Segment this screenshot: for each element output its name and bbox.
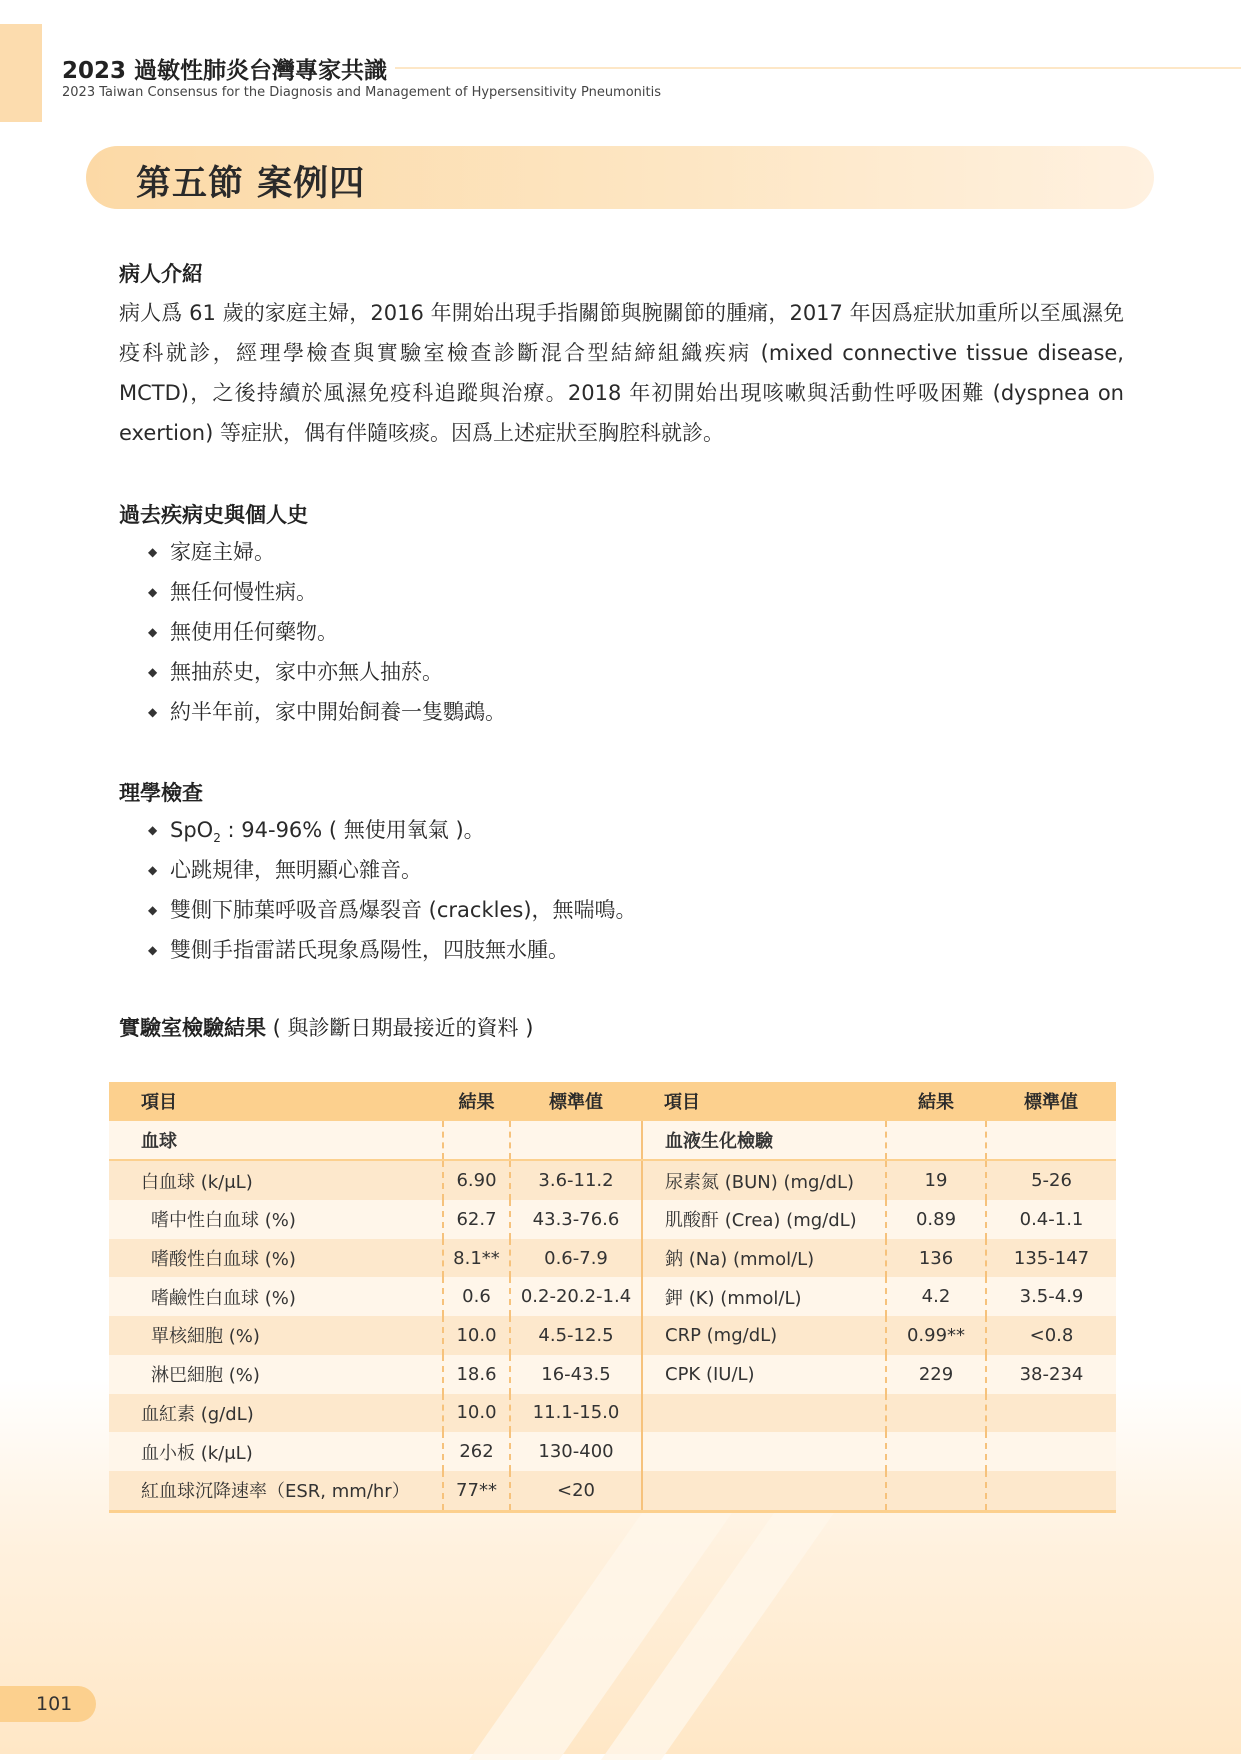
table-row: 血紅素 (g/dL) 10.0 11.1-15.0 xyxy=(109,1394,1116,1433)
page-number-badge xyxy=(0,1686,96,1722)
list-item: ◆ SpO$_2$ : 94-96% ( 無使用氧氣 )。 xyxy=(148,810,637,850)
column-header: 結果 xyxy=(443,1082,510,1121)
diamond-bullet-icon: ◆ xyxy=(148,705,158,719)
diamond-bullet-icon: ◆ xyxy=(148,823,158,837)
column-header: 項目 xyxy=(642,1082,886,1121)
table-row: 嗜鹼性白血球 (%) 0.6 0.2-20.2-1.4 鉀 (K) (mmol/L) 4.2 3.5-4.9 xyxy=(109,1277,1116,1316)
table-group-row xyxy=(109,1121,1116,1161)
group-label: 血球 xyxy=(109,1121,443,1161)
history-heading: 過去疾病史與個人史 xyxy=(119,503,308,527)
column-header: 結果 xyxy=(886,1082,986,1121)
column-header: 標準值 xyxy=(986,1082,1116,1121)
list-item: ◆ 家庭主婦。 xyxy=(148,532,506,572)
header-subtitle: 2023 Taiwan Consensus for the Diagnosis and Management of Hypersensitivity Pneumonitis xyxy=(62,85,662,100)
diamond-bullet-icon: ◆ xyxy=(148,585,158,599)
intro-paragraph: 病人爲 61 歲的家庭主婦，2016 年開始出現手指關節與腕關節的腫痛，2017 年因爲症狀加重所以至風濕免疫科就診，經理學檢查與實驗室檢查診斷混合型結締組織疾病 (mixed connective tissue disease, MCTD)，之後持續於風濕免疫科追蹤與治療。2018 年初開始出現咳嗽與活動性呼吸困難 (dyspnea on exertion) 等症狀，偶有伴隨咳痰。因爲上述症狀至胸腔科就診。 xyxy=(119,301,1124,445)
list-item: ◆ 無任何慢性病。 xyxy=(148,572,506,612)
exam-list xyxy=(148,810,637,970)
list-item: ◆ 無使用任何藥物。 xyxy=(148,612,506,652)
table-row: 嗜酸性白血球 (%) 8.1** 0.6-7.9 鈉 (Na) (mmol/L) 136 135-147 xyxy=(109,1239,1116,1278)
list-item: ◆ 約半年前，家中開始飼養一隻鸚鵡。 xyxy=(148,692,506,732)
lab-results-table xyxy=(109,1082,1116,1513)
header-divider xyxy=(395,67,1241,69)
diamond-bullet-icon: ◆ xyxy=(148,863,158,877)
table-row: 淋巴細胞 (%) 18.6 16-43.5 CPK (IU/L) 229 38-234 xyxy=(109,1355,1116,1394)
table-header-row xyxy=(109,1082,1116,1121)
section-title: 第五節 案例四 xyxy=(136,164,366,204)
diamond-bullet-icon: ◆ xyxy=(148,545,158,559)
list-item: ◆ 無抽菸史，家中亦無人抽菸。 xyxy=(148,652,506,692)
page-number: 101 xyxy=(36,1693,73,1715)
diamond-bullet-icon: ◆ xyxy=(148,903,158,917)
column-header: 項目 xyxy=(109,1082,443,1121)
diamond-bullet-icon: ◆ xyxy=(148,665,158,679)
list-item: ◆ 雙側下肺葉呼吸音爲爆裂音 (crackles)，無喘鳴。 xyxy=(148,890,637,930)
table-row: 血小板 (k/μL) 262 130-400 xyxy=(109,1432,1116,1471)
diamond-bullet-icon: ◆ xyxy=(148,625,158,639)
corner-tab xyxy=(0,24,42,122)
header-title: 2023 過敏性肺炎台灣專家共識 xyxy=(62,58,388,84)
history-list xyxy=(148,532,506,732)
group-label: 血液生化檢驗 xyxy=(642,1121,886,1161)
list-item: ◆ 雙側手指雷諾氏現象爲陽性，四肢無水腫。 xyxy=(148,930,637,970)
lab-heading: 實驗室檢驗結果 ( 與診斷日期最接近的資料 ) xyxy=(119,1016,534,1040)
exam-heading: 理學檢查 xyxy=(119,781,203,805)
table-row: 紅血球沉降速率（ESR, mm/hr） 77** <20 xyxy=(109,1471,1116,1511)
intro-heading: 病人介紹 xyxy=(119,262,203,286)
column-header: 標準值 xyxy=(510,1082,642,1121)
section-banner xyxy=(86,146,1154,209)
list-item: ◆ 心跳規律，無明顯心雜音。 xyxy=(148,850,637,890)
diamond-bullet-icon: ◆ xyxy=(148,943,158,957)
table-row: 嗜中性白血球 (%) 62.7 43.3-76.6 肌酸酐 (Crea) (mg/dL) 0.89 0.4-1.1 xyxy=(109,1200,1116,1239)
table-row: 單核細胞 (%) 10.0 4.5-12.5 CRP (mg/dL) 0.99** <0.8 xyxy=(109,1316,1116,1355)
table-row: 白血球 (k/μL) 6.90 3.6-11.2 尿素氮 (BUN) (mg/dL) 19 5-26 xyxy=(109,1160,1116,1200)
